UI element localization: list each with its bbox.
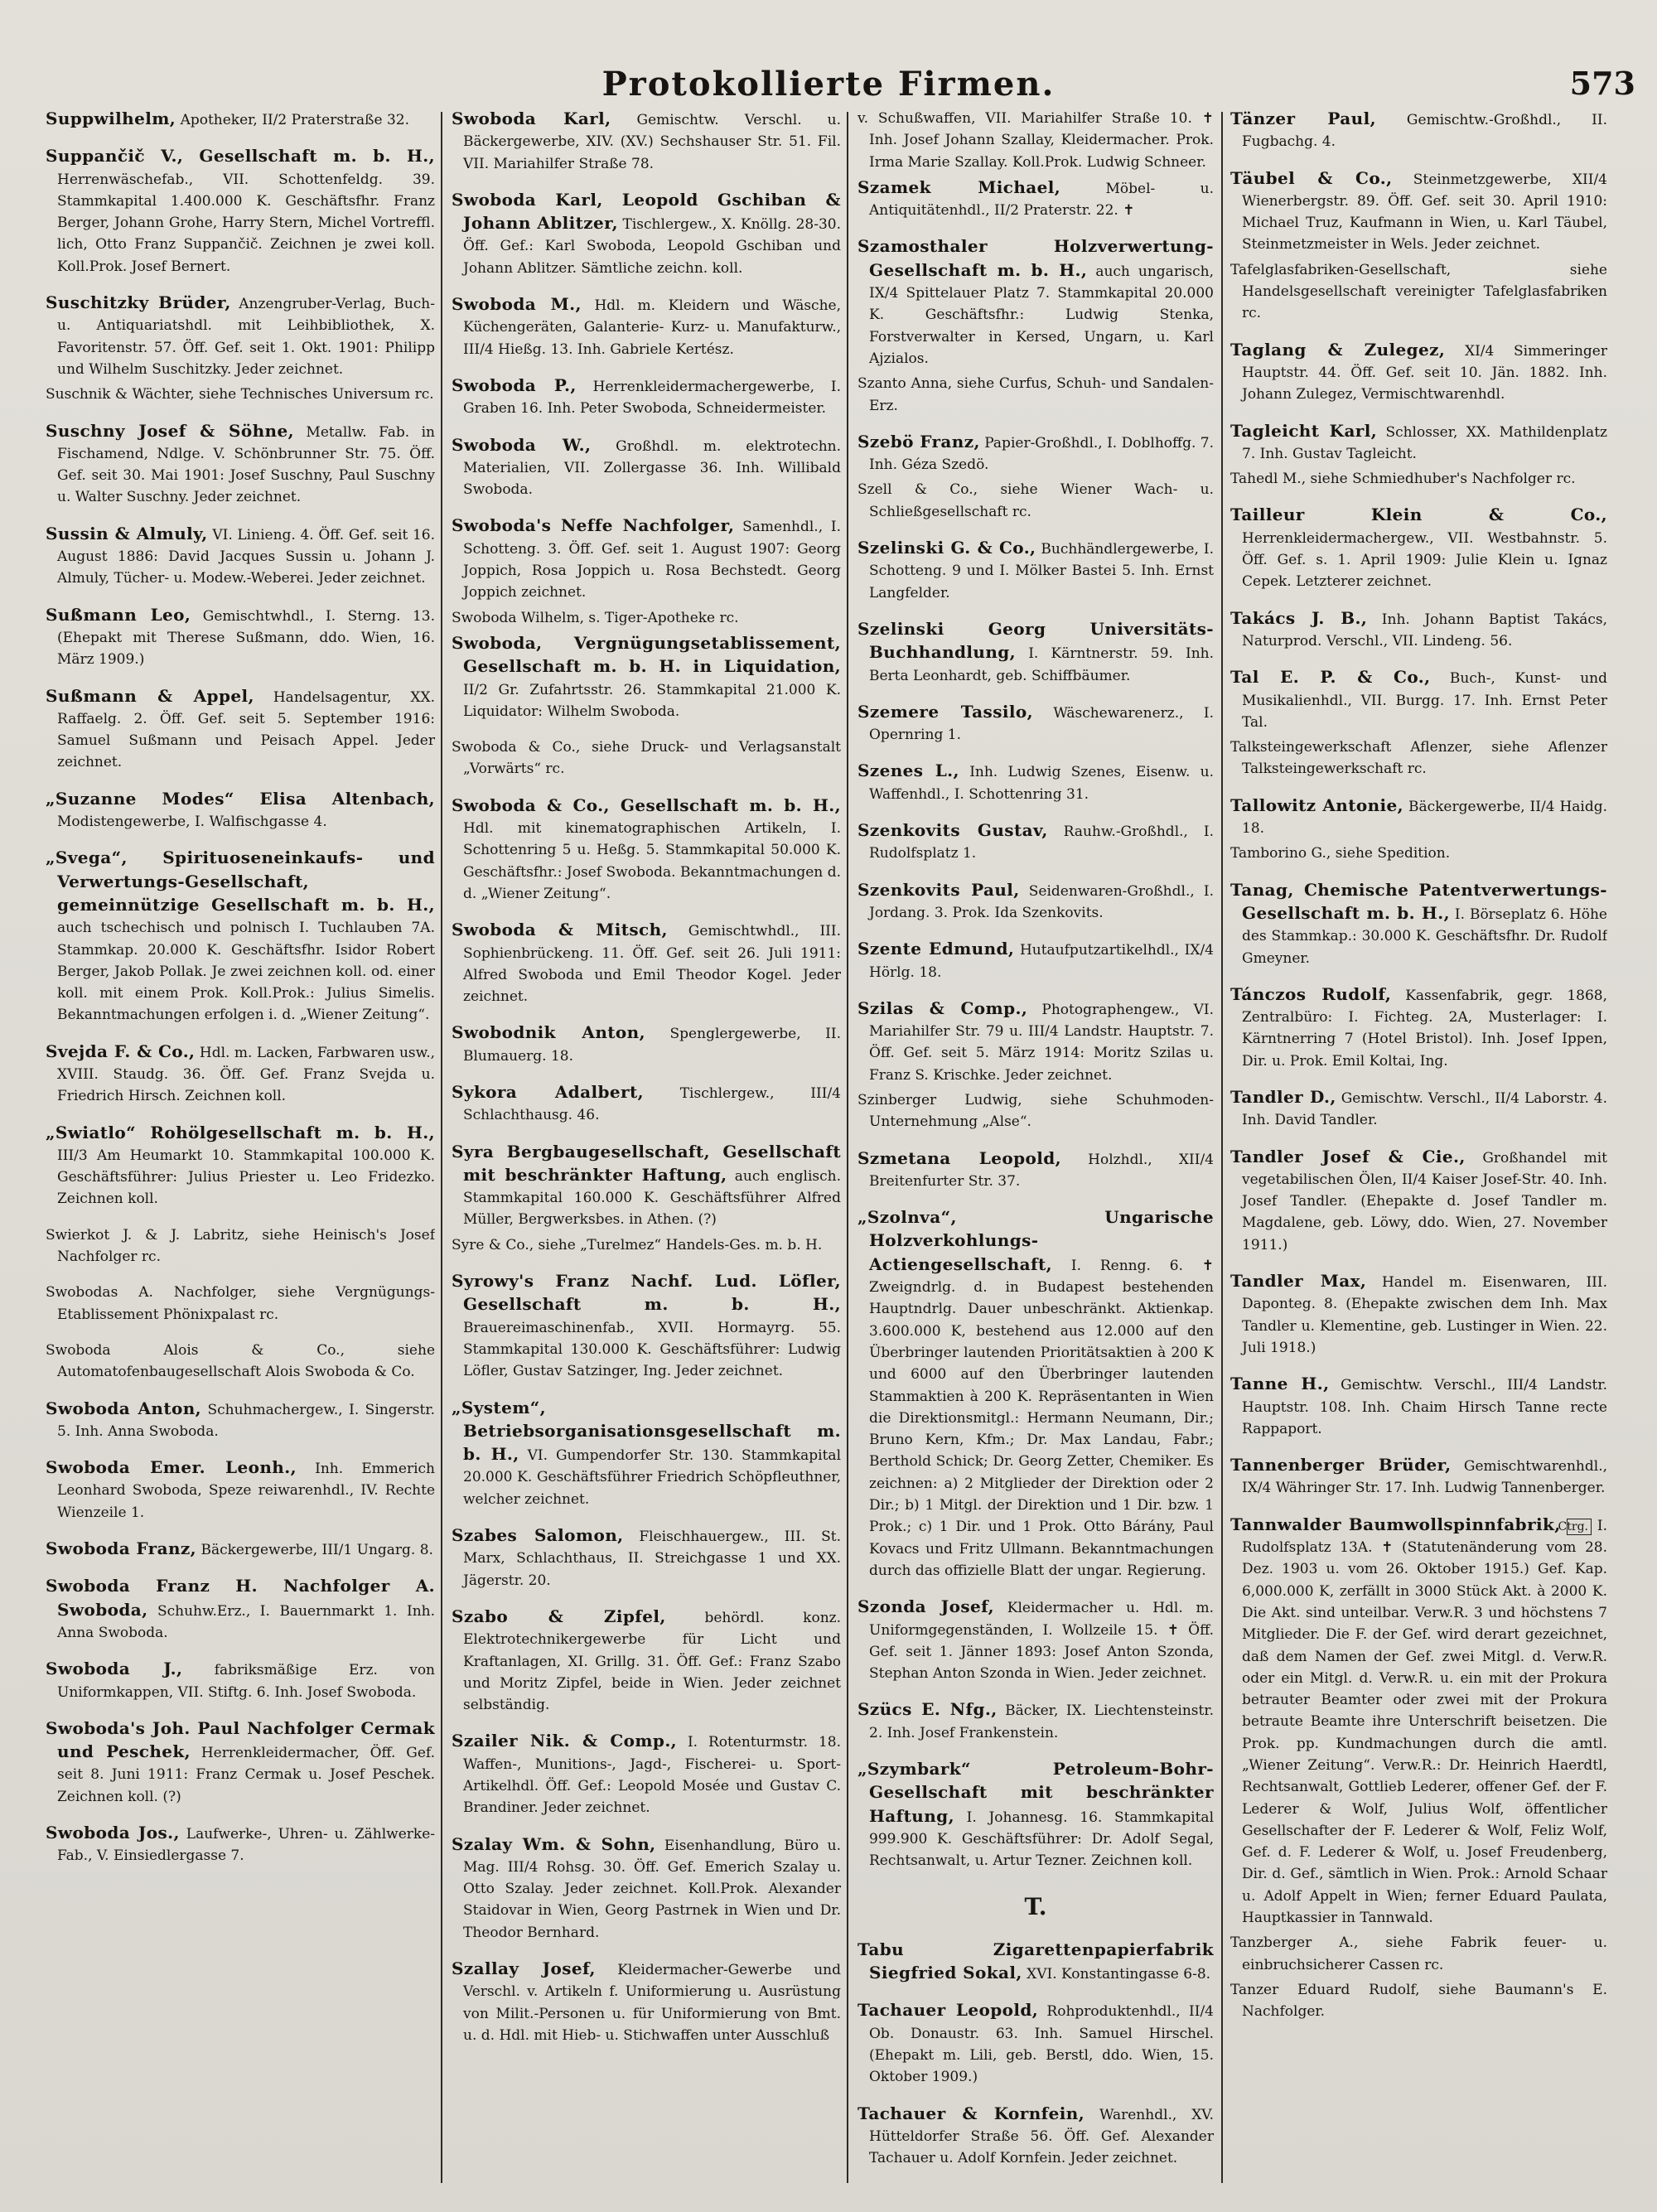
directory-entry <box>452 108 841 175</box>
entry-text: Spenglergewerbe, II. Blumauerg. 18. <box>463 1026 841 1065</box>
entry-text: Photographengew., VI. Mariahilfer Str. 79 u. III/4 Landstr. Hauptstr. 7. Öff. Gef. seit 5. März 1914: Moritz Szilas u. Franz S. Krischke. Jeder zeichnet. <box>869 1001 1214 1084</box>
column-divider <box>441 112 442 2183</box>
entry-text: Metallw. Fab. in Fischamend, Ndlge. V. Schönbrunner Str. 75. Öff. Gef. seit 30. Mai 1901: Josef Suschny, Paul Suschny u. Walter Suschny. Jeder zeichnet. <box>57 423 435 506</box>
entry-text: auch ungarisch, IX/4 Spittelauer Platz 7. Stammkapital 20.000 K. Geschäftsfhr.: Ludwig Stenka, Forstverwalter in Kersed, Ungarn, u. Karl Ajzialos. <box>869 263 1214 367</box>
firm-name: Swoboda Karl, <box>452 109 611 128</box>
firm-name: Swoboda P., <box>452 374 577 395</box>
directory-entry <box>857 618 1214 687</box>
entry-text: Warenhdl., XV. Hütteldorfer Straße 56. Öff. Gef. Alexander Tachauer u. Adolf Kornfein. Jeder zeichnet. <box>869 2106 1214 2167</box>
directory-entry <box>857 537 1214 604</box>
entry-text: XVI. Konstantingasse 6-8. <box>1027 1966 1211 1983</box>
firm-name: Szente Edmund, <box>857 939 1015 959</box>
firm-name: „Suzanne Modes“ Elisa Altenbach, <box>46 788 435 809</box>
directory-entry <box>452 1141 841 1231</box>
entry-text: Swobodas A. Nachfolger, siehe Vergnügungs-Etablissement Phönixpalast rc. <box>46 1284 435 1323</box>
firm-name: Szelinski G. & Co., <box>857 538 1036 558</box>
firm-name: Szallay Josef, <box>452 1958 596 1979</box>
directory-entry <box>857 938 1214 983</box>
entry-text: Swoboda Alois & Co., siehe Automatofenbaugesellschaft Alois Swoboda & Co. <box>46 1341 435 1381</box>
directory-entry <box>1230 1979 1607 2023</box>
firm-name: Tandler Josef & Cie., <box>1230 1146 1466 1166</box>
text-column-4 <box>1230 108 1607 2195</box>
entry-text: Schlosser, XX. Mathildenplatz 7. Inh. Gustav Tagleicht. <box>1242 423 1607 462</box>
entry-text: behördl. konz. Elektrotechnikergewerbe für Licht und Kraftanlagen, XI. Grillg. 31. Öff. Gef.: Franz Szabo und Moritz Zipfel, beide in Wien. Jeder zeichnet selbständig. <box>463 1609 841 1714</box>
directory-entry <box>46 685 435 774</box>
firm-name: Tallowitz Antonie, <box>1230 794 1404 815</box>
entry-text: auch englisch. Stammkapital 160.000 K. Geschäftsführer Alfred Müller, Bergwerksbes. in Athen. (?) <box>463 1167 841 1229</box>
directory-entry <box>857 2103 1214 2170</box>
directory-entry <box>452 1081 841 1127</box>
firm-name: Szabes Salomon, <box>452 1525 624 1546</box>
firm-name: Swoboda Karl, Leopold Gschiban & Johann Ablitzer, <box>452 189 841 234</box>
directory-entry <box>46 523 435 590</box>
entry-text: Inh. Ludwig Szenes, Eisenw. u. Waffenhdl., I. Schottenring 31. <box>869 764 1214 803</box>
entry-text: Gemischtwhdl., I. Sterng. 13. (Ehepakt mit Therese Sußmann, ddo. Wien, 16. März 1909.) <box>57 607 435 669</box>
firm-name: Szailer Nik. & Comp., <box>452 1731 678 1751</box>
firm-name: Swoboda's Joh. Paul Nachfolger Cermak und Peschek, <box>46 1717 435 1762</box>
entry-text: Tamborino G., siehe Spedition. <box>1230 845 1451 862</box>
firm-name: „Szymbark“ Petroleum-Bohr-Gesellschaft mit beschränkter Haftung, <box>857 1759 1214 1826</box>
directory-entry <box>46 604 435 671</box>
directory-entry <box>46 847 435 1026</box>
directory-entry <box>46 1122 435 1210</box>
directory-entry <box>1230 167 1607 256</box>
firm-name: „Szolnva“, Ungarische Holzverkohlungs-Actiengesellschaft, <box>857 1207 1214 1274</box>
firm-name: Szemere Tassilo, <box>857 701 1033 722</box>
entry-text: Handel m. Eisenwaren, III. Daponteg. 8. (Ehepakte zwischen dem Inh. Max Tandler u. Klementine, geb. Lustinger in Wien. 22. Juli 1918.) <box>1242 1274 1607 1356</box>
directory-entry <box>46 1282 435 1326</box>
firm-name: Szilas & Comp., <box>857 997 1028 1018</box>
entry-text: Hdl. mit kinematographischen Artikeln, I. Schottenring 5 u. Heßg. 5. Stammkapital 50.000 K. Geschäftsfhr.: Josef Swoboda. Bekanntmachungen d. d. „Wiener Zeitung“. <box>463 820 841 902</box>
directory-entry <box>1230 1514 1607 1929</box>
entry-text: Herrenkleidermachergewerbe, I. Graben 16. Inh. Peter Swoboda, Schneidermeister. <box>463 378 841 418</box>
directory-entry <box>1230 1373 1607 1440</box>
directory-entry <box>46 384 435 405</box>
entry-text: Herrenwäschefab., VII. Schottenfeldg. 39. Stammkapital 1.400.000 K. Geschäftsfhr. Franz Berger, Johann Grohe, Harry Stern, Michel Vortreffl. lich, Otto Franz Suppančič. Zeichnen je zwei koll. Koll.Prok. Josef Bernert. <box>57 171 435 275</box>
directory-entry <box>1230 504 1607 592</box>
entry-text: Tischlergew., III/4 Schlachthausg. 46. <box>463 1084 841 1124</box>
entry-text: Swierkot J. & J. Labritz, siehe Heinisch's Josef Nachfolger rc. <box>46 1226 435 1266</box>
firm-name: Szamek Michael, <box>857 176 1061 197</box>
firm-name: Swoboda & Mitsch, <box>452 920 668 940</box>
entry-text: I. Börseplatz 6. Höhe des Stammkap.: 30.000 K. Geschäftsfhr. Dr. Rudolf Gmeyner. <box>1242 906 1607 967</box>
firm-name: Sußmann & Appel, <box>46 685 254 706</box>
entry-text: Inh. Johann Baptist Takács, Naturprod. Verschl., VII. Lindeng. 56. <box>1242 611 1607 650</box>
directory-entry <box>46 788 435 833</box>
entry-text: Gemischtw. Verschl. u. Bäckergewerbe, XIV. (XV.) Sechshauser Str. 51. Fil. VII. Mariahilfer Straße 78. <box>463 112 841 172</box>
directory-entry <box>46 1456 435 1524</box>
firm-name: Szenkovits Paul, <box>857 879 1020 900</box>
directory-entry <box>1230 339 1607 406</box>
section-heading: T. <box>1024 1893 1047 1921</box>
firm-name: Tailleur Klein & Co., <box>1230 505 1607 525</box>
entry-text: Suschnik & Wächter, siehe Technisches Universum rc. <box>46 386 434 403</box>
firm-name: Swoboda & Co., Gesellschaft m. b. H., <box>452 794 841 815</box>
firm-name: Swobodnik Anton, <box>452 1022 645 1043</box>
firm-name: Suschitzky Brüder, <box>46 292 231 313</box>
register-stamp: Ctrg. <box>1567 1519 1592 1535</box>
directory-entry <box>46 420 435 509</box>
firm-name: Szenes L., <box>857 761 959 781</box>
entry-text: Großhandel mit vegetabilischen Ölen, II/4 Kaiser Josef-Str. 40. Inh. Josef Tandler. (Ehepakte d. Josef Tandler m. Magdalene, geb. Löwy, ddo. Wien, 27. November 1911.) <box>1242 1149 1607 1253</box>
directory-entry <box>452 1833 841 1944</box>
directory-entry <box>46 1538 435 1561</box>
entry-text: Rauhw.-Großhdl., I. Rudolfsplatz 1. <box>869 823 1214 862</box>
column-divider <box>1221 112 1223 2183</box>
firm-name: Tachauer & Kornfein, <box>857 2103 1085 2123</box>
column-divider <box>847 112 848 2183</box>
directory-entry <box>857 235 1214 369</box>
firm-name: Suschny Josef & Söhne, <box>46 420 294 441</box>
firm-name: Tal E. P. & Co., <box>1230 667 1431 688</box>
firm-name: „Swiatlo“ Rohölgesellschaft m. b. H., <box>46 1122 435 1142</box>
firm-name: Tannwalder Baumwollspinnfabrik, <box>1230 1514 1561 1534</box>
entry-text: Gemischtw.-Großhdl., II. Fugbachg. 4. <box>1242 112 1607 151</box>
directory-entry <box>452 1021 841 1067</box>
entry-text: Tanzer Eduard Rudolf, siehe Baumann's E. Nachfolger. <box>1230 1981 1607 2021</box>
entry-text: I. Renng. 6. ✝ Zweigndrlg. d. in Budapest bestehenden Hauptndrlg. Dauer unbeschränkt. Aktienkap. 3.600.000 K, bestehend aus 12.000 auf den Überbringer lautenden Prioritätsaktien à 200 K und 6000 auf den Überbringer lautenden Stammaktien à 200 K. Repräsentanten in Wien die Direktionsmitgl.: Hermann Neumann, Dir.; Bruno Kern, Kfm.; Dr. Max Landau, Fabr.; Berthold Schick; Dr. Georg Zetter, Chemiker. Es zeichnen: a) 2 Mitglieder der Direktion oder 2 Dir.; b) 1 Mitgl. der Direktion und 1 Dir. bzw. 1 Prok.; c) 1 Dir. und 1 Prok. Otto Bárány, Paul Kovacs und Fritz Ullmann. Bekanntmachungen durch das offizielle Blatt der ungar. Regierung. <box>869 1257 1214 1579</box>
directory-entry <box>1230 983 1607 1072</box>
firm-name: Szenkovits Gustav, <box>857 820 1048 841</box>
entry-text: Kassenfabrik, gegr. 1868, Zentralbüro: I. Fichteg. 2A, Musterlager: I. Kärntnerring 7 (Hotel Bristol). Inh. Josef Ippen, Dir. u. Prok. Emil Koltai, Ing. <box>1242 987 1607 1070</box>
firm-name: Taglang & Zulegez, <box>1230 339 1446 360</box>
entry-text: Herrenkleidermacher, Öff. Gef. seit 8. Juni 1911: Franz Cermak u. Josef Peschek. Zeichnen koll. (?) <box>57 1745 435 1805</box>
firm-name: Tanag, Chemische Patentverwertungs-Gesellschaft m. b. H., <box>1230 879 1607 923</box>
firm-name: Sußmann Leo, <box>46 604 191 625</box>
entry-text: Schuhmachergew., I. Singerstr. 5. Inh. Anna Swoboda. <box>57 1401 435 1440</box>
entry-text: Gemischtw. Verschl., III/4 Landstr. Hauptstr. 108. Inh. Chaim Hirsch Tanne recte Rappaport. <box>1242 1377 1607 1437</box>
entry-text: Anzengruber-Verlag, Buch- u. Antiquariatshdl. mit Leihbibliothek, X. Favoritenstr. 57. Öff. Gef. seit 1. Okt. 1901: Philipp und Wilhelm Suschitzky. Jeder zeichnet. <box>57 296 435 378</box>
entry-text: Brauereimaschinenfab., XVII. Hormayrg. 55. Stammkapital 130.000 K. Geschäftsführer: Ludwig Löfler, Gustav Satzinger, Ing. Jeder zeichnet. <box>463 1319 841 1380</box>
directory-entry <box>452 1397 841 1510</box>
directory-entry <box>1230 843 1607 864</box>
entry-text: Tafelglasfabriken-Gesellschaft, siehe Handelsgesellschaft vereinigter Tafelglasfabriken rc. <box>1230 261 1607 322</box>
directory-entry <box>1230 666 1607 733</box>
entry-text: Fleischhauergew., III. St. Marx, Schlachthaus, II. Streichgasse 1 und XX. Jägerstr. 20. <box>463 1529 841 1589</box>
directory-entry <box>857 1939 1214 1986</box>
firm-name: „Svega“, Spirituoseneinkaufs- und Verwertungs-Gesellschaft, gemeinnützige Gesellschaft m. b. H., <box>46 848 435 915</box>
entry-text: Seidenwaren-Großhdl., I. Jordang. 3. Prok. Ida Szenkovits. <box>869 882 1214 921</box>
directory-entry <box>857 760 1214 805</box>
entry-text: Hdl. m. Lacken, Farbwaren usw., XVIII. Staudg. 36. Öff. Gef. Franz Svejda u. Friedrich Hirsch. Zeichnen koll. <box>57 1044 435 1105</box>
entry-text: Swoboda Wilhelm, s. Tiger-Apotheke rc. <box>452 609 739 626</box>
directory-entry <box>1230 1146 1607 1256</box>
entry-text: Modistengewerbe, I. Walfischgasse 4. <box>57 814 327 831</box>
entry-text: Inh. Emmerich Leonhard Swoboda, Speze reiwarenhdl., IV. Rechte Wienzeile 1. <box>57 1461 435 1521</box>
firm-name: „System“, Betriebsorganisationsgesellschaft m. b. H., <box>452 1397 841 1465</box>
firm-name: Tandler Max, <box>1230 1271 1367 1292</box>
firm-name: Takács J. B., <box>1230 607 1368 628</box>
entry-text: v. Schußwaffen, VII. Mariahilfer Straße 10. ✝ Inh. Josef Johann Szallay, Kleidermacher. Prok. Irma Marie Szallay. Koll.Prok. Ludwig Schneer. <box>857 110 1214 171</box>
firm-name: Swoboda W., <box>452 434 592 455</box>
entry-text: Bäckergewerbe, III/1 Ungarg. 8. <box>200 1542 433 1559</box>
entry-text: Buch-, Kunst- und Musikalienhdl., VII. Burgg. 17. Inh. Ernst Peter Tal. <box>1242 670 1607 731</box>
entry-text: Szinberger Ludwig, siehe Schuhmoden-Unternehmung „Alse“. <box>857 1091 1214 1131</box>
firm-name: Swoboda Anton, <box>46 1398 202 1418</box>
directory-entry <box>857 997 1214 1086</box>
directory-entry <box>1230 1270 1607 1359</box>
entry-text: Herrenkleidermachergew., VII. Westbahnstr. 5. Öff. Gef. s. 1. April 1909: Julie Klein u. Ignaz Cepek. Letzterer zeichnet. <box>1242 529 1607 591</box>
directory-entry <box>857 108 1214 173</box>
directory-entry <box>46 1658 435 1703</box>
directory-entry <box>1230 108 1607 153</box>
directory-entry <box>1230 794 1607 840</box>
directory-entry <box>1230 879 1607 969</box>
entry-text: Holzhdl., XII/4 Breitenfurter Str. 37. <box>869 1151 1214 1190</box>
directory-entry <box>1230 420 1607 466</box>
firm-name: Szamosthaler Holzverwertung-Gesellschaft m. b. H., <box>857 236 1214 280</box>
firm-name: Suppwilhelm, <box>46 109 176 128</box>
directory-entry <box>46 108 435 131</box>
directory-entry <box>857 1698 1214 1744</box>
directory-entry <box>452 1234 841 1256</box>
entry-text: Wäschewarenerz., I. Opernring 1. <box>869 704 1214 744</box>
directory-entry <box>857 1147 1214 1193</box>
directory-entry <box>857 879 1214 925</box>
firm-name: Swoboda Franz, <box>46 1538 197 1559</box>
entry-text: fabriksmäßige Erz. von Uniformkappen, VII. Stiftg. 6. Inh. Josef Swoboda. <box>57 1662 435 1701</box>
directory-entry <box>1230 737 1607 780</box>
directory-entry <box>857 701 1214 746</box>
directory-entry <box>857 373 1214 417</box>
entry-text: Kleidermacher u. Hdl. m. Uniformgegenständen, I. Wollzeile 15. ✝ Öff. Gef. seit 1. Jänner 1893: Josef Anton Szonda, Stephan Anton Szonda in Wien. Jeder zeichnet. <box>869 1600 1214 1683</box>
entry-text: Gemischtwhdl., III. Sophienbrückeng. 11. Öff. Gef. seit 26. Juli 1911: Alfred Swoboda und Emil Theodor Kogel. Jeder zeichnet. <box>463 923 841 1006</box>
firm-name: Tagleicht Karl, <box>1230 420 1378 441</box>
firm-name: Swoboda Emer. Leonh., <box>46 1457 297 1478</box>
firm-name: Tannenberger Brüder, <box>1230 1455 1452 1475</box>
firm-name: Szalay Wm. & Sohn, <box>452 1833 656 1854</box>
directory-entry <box>452 737 841 780</box>
entry-text: Möbel- u. Antiquitätenhdl., II/2 Praterstr. 22. ✝ <box>869 180 1214 220</box>
text-column-2 <box>452 108 841 2195</box>
directory-entry <box>452 1270 841 1382</box>
directory-entry <box>857 819 1214 865</box>
entry-text: Buchhändlergewerbe, I. Schotteng. 9 und I. Mölker Bastei 5. Inh. Ernst Langfelder. <box>869 541 1214 601</box>
entry-text: Talksteingewerkschaft Aflenzer, siehe Aflenzer Talksteingewerkschaft rc. <box>1230 739 1607 778</box>
entry-text: Szell & Co., siehe Wiener Wach- u. Schließgesellschaft rc. <box>857 481 1214 520</box>
firm-name: Szmetana Leopold, <box>857 1147 1061 1168</box>
entry-text: Großhdl. m. elektrotechn. Materialien, VII. Zollergasse 36. Inh. Willibald Swoboda. <box>463 437 841 499</box>
entry-text: Tischlergew., X. Knöllg. 28-30. Öff. Gef.: Karl Swoboda, Leopold Gschiban und Johann Ablitzer. Sämtliche zeichn. koll. <box>463 216 841 277</box>
entry-text: I. Rudolfsplatz 13A. ✝ (Statutenänderung vom 28. Dez. 1903 u. vom 26. Oktober 1915.) Gef. Kap. 6,000.000 K, zerfällt in 3000 Stück Akt. à 2000 K. Die Akt. sind unteilbar. Verw.R. 3 und höchstens 7 Mitglieder. Die F. der Gef. wird derart gezeichnet, daß dem Namen der Gef. zwei Mitgl. d. Verw.R. oder ein Mitgl. d. Verw.R. u. ein mit der Prokura betrauter Beamter oder zwei mit der Prokura betraute Beamte ihre Unterschrift beisetzen. Die Prok. pp. Kundmachungen durch die amtl. „Wiener Zeitung“. Verw.R.: Dr. Heinrich Haerdtl, Rechtsanwalt, Gottlieb Lederer, offener Gef. der F. Lederer & Wolf, Julius Wolf, öffentlicher Gesellschafter der F. Lederer & Wolf, Feliz Wolf, Gef. d. F. Lederer & Wolf, u. Josef Freudenberg, Dir. d. Gef., sämtlich in Wien. Prok.: Arnold Schaar u. Adolf Appelt in Wien; ferner Eduard Paulata, Hauptkassier in Tannwald. <box>1242 1517 1607 1927</box>
directory-entry <box>857 431 1214 476</box>
firm-name: Svejda F. & Co., <box>46 1041 196 1061</box>
text-column-1 <box>46 108 435 2195</box>
directory-entry <box>452 374 841 420</box>
entry-text: Laufwerke-, Uhren- u. Zählwerke-Fab., V. Einsiedlergasse 7. <box>57 1826 435 1865</box>
firm-name: Tabu Zigarettenpapierfabrik Siegfried Sokal, <box>857 1939 1214 1983</box>
directory-entry <box>46 1041 435 1108</box>
directory-entry <box>1230 1932 1607 1976</box>
firm-name: Szebö Franz, <box>857 431 980 452</box>
entry-text: auch tschechisch und polnisch I. Tuchlauben 7A. Stammkap. 20.000 K. Geschäftsfhr. Isidor Robert Berger, Jakob Pollak. Je zwei zeichnen koll. od. einer koll. mit einem Prok. Koll.Prok.: Julius Simelis. Bekanntmachungen erfolgen i. d. „Wiener Zeitung“. <box>57 920 435 1024</box>
directory-entry <box>46 1822 435 1867</box>
firm-name: Tánczos Rudolf, <box>1230 983 1392 1004</box>
directory-entry <box>857 1206 1214 1582</box>
directory-entry <box>452 514 841 603</box>
directory-entry <box>452 1524 841 1591</box>
entry-text: Steinmetzgewerbe, XII/4 Wienerbergstr. 89. Öff. Gef. seit 30. April 1910: Michael Truz, Kaufmann in Wien, u. Karl Täubel, Steinmetzmeister in Wels. Jeder zeichnet. <box>1242 171 1607 254</box>
directory-entry <box>857 1758 1214 1872</box>
firm-name: Täubel & Co., <box>1230 167 1393 188</box>
entry-text: Gemischtwarenhdl., IX/4 Währinger Str. 17. Inh. Ludwig Tannenberger. <box>1242 1458 1607 1497</box>
firm-name: Swoboda's Neffe Nachfolger, <box>452 515 735 536</box>
directory-entry <box>1230 607 1607 653</box>
firm-name: Swoboda M., <box>452 294 582 315</box>
directory-entry <box>452 1606 841 1716</box>
directory-entry <box>857 176 1214 222</box>
directory-entry <box>452 293 841 360</box>
directory-entry <box>857 479 1214 523</box>
firm-name: Swoboda, Vergnügungsetablissement, Gesellschaft m. b. H. in Liquidation, <box>452 632 841 677</box>
entry-text: Rohproduktenhdl., II/4 Ob. Donaustr. 63. Inh. Samuel Hirschel. (Ehepakt m. Lili, geb. Berstl, ddo. Wien, 15. Oktober 1909.) <box>869 2003 1214 2086</box>
directory-entry <box>857 1596 1214 1684</box>
entry-text: Samenhdl., I. Schotteng. 3. Öff. Gef. seit 1. August 1907: Georg Joppich, Rosa Joppich u. Rosa Bechstedt. Georg Joppich zeichnet. <box>463 519 841 601</box>
entry-text: Gemischtw. Verschl., II/4 Laborstr. 4. Inh. David Tandler. <box>1242 1089 1607 1129</box>
directory-entry <box>46 1398 435 1443</box>
firm-name: Suppančič V., Gesellschaft m. b. H., <box>46 146 435 167</box>
directory-entry <box>46 1340 435 1384</box>
directory-entry <box>1230 1454 1607 1500</box>
firm-name: Tänzer Paul, <box>1230 109 1376 128</box>
directory-entry <box>46 1224 435 1268</box>
firm-name: Sykora Adalbert, <box>452 1081 644 1102</box>
directory-entry <box>452 1730 841 1818</box>
directory-entry <box>1230 1086 1607 1132</box>
entry-text: Tahedl M., siehe Schmiedhuber's Nachfolger rc. <box>1230 471 1576 488</box>
firm-name: Swoboda Franz H. Nachfolger A. Swoboda, <box>46 1576 435 1620</box>
firm-name: Syrowy's Franz Nachf. Lud. Löfler, Gesellschaft m. b. H., <box>452 1271 841 1315</box>
entry-text: Kleidermacher-Gewerbe und Verschl. v. Artikeln f. Uniformierung u. Ausrüstung von Milit.-Personen u. für Uniformierung von Bmt. u. d. Hdl. mit Hieb- u. Stichwaffen unter Ausschluß <box>463 1962 841 2044</box>
directory-entry <box>452 632 841 722</box>
firm-name: Tanne H., <box>1230 1374 1330 1394</box>
firm-name: Swoboda Jos., <box>46 1823 180 1843</box>
entry-text: Schuhw.Erz., I. Bauernmarkt 1. Inh. Anna Swoboda. <box>57 1602 435 1641</box>
page-title: Protokollierte Firmen. <box>601 65 1056 104</box>
directory-entry <box>1230 468 1607 490</box>
directory-entry <box>452 189 841 279</box>
entry-text: VI. Gumpendorfer Str. 130. Stammkapital 20.000 K. Geschäftsführer Friedrich Schöpfleuthner, welcher zeichnet. <box>463 1447 841 1508</box>
entry-text: III/3 Am Heumarkt 10. Stammkapital 100.000 K. Geschäftsführer: Julius Priester u. Leo Fridezko. Zeichnen koll. <box>57 1147 435 1208</box>
firm-name: Szücs E. Nfg., <box>857 1699 998 1720</box>
entry-text: Eisenhandlung, Büro u. Mag. III/4 Rohsg. 30. Öff. Gef. Emerich Szalay u. Otto Szalay. Jeder zeichnet. Koll.Prok. Alexander Staidovar in Wien, Georg Pastrnek in Wien und Dr. Theodor Bernhard. <box>463 1837 841 1941</box>
entry-text: II/2 Gr. Zufahrtsstr. 26. Stammkapital 21.000 K. Liquidator: Wilhelm Swoboda. <box>463 681 841 720</box>
entry-text: Syre & Co., siehe „Turelmez“ Handels-Ges. m. b. H. <box>452 1236 823 1253</box>
firm-name: Szelinski Georg Universitäts-Buchhandlung, <box>857 618 1214 663</box>
entry-text: Hdl. m. Kleidern und Wäsche, Küchengeräten, Galanterie- Kurz- u. Manufakturw., III/4 Hießg. 13. Inh. Gabriele Kertész. <box>463 297 841 358</box>
directory-entry <box>46 1717 435 1808</box>
entry-text: XI/4 Simmeringer Hauptstr. 44. Öff. Gef. seit 10. Jän. 1882. Inh. Johann Zulegez, Vermischtwarenhdl. <box>1242 342 1607 403</box>
entry-text: I. Johannesg. 16. Stammkapital 999.900 K. Geschäftsführer: Dr. Adolf Segal, Rechtsanwalt, u. Artur Tezner. Zeichnen koll. <box>869 1809 1214 1870</box>
directory-entry <box>452 1958 841 2046</box>
directory-entry <box>452 434 841 501</box>
entry-text: I. Rotenturmstr. 18. Waffen-, Munitions-, Jagd-, Fischerei- u. Sport-Artikelhdl. Öff. Gef.: Leopold Mosée und Gustav C. Brandiner. Jeder zeichnet. <box>463 1734 841 1817</box>
text-column-3 <box>857 108 1214 2195</box>
entry-text: Handelsagentur, XX. Raffaelg. 2. Öff. Gef. seit 5. September 1916: Samuel Sußmann und Peisach Appel. Jeder zeichnet. <box>57 688 435 771</box>
directory-entry <box>46 292 435 380</box>
firm-name: Szonda Josef, <box>857 1596 995 1617</box>
page-number: 573 <box>1569 65 1635 102</box>
entry-text: Tanzberger A., siehe Fabrik feuer- u. einbruchsicherer Cassen rc. <box>1230 1934 1607 1973</box>
entry-text: Swoboda & Co., siehe Druck- und Verlagsanstalt „Vorwärts“ rc. <box>452 739 841 778</box>
entry-text: Bäckergewerbe, II/4 Haidg. 18. <box>1242 798 1607 838</box>
entry-text: Papier-Großhdl., I. Doblhoffg. 7. Inh. Géza Szedö. <box>869 434 1214 474</box>
entry-text: I. Kärntnerstr. 59. Inh. Berta Leonhardt, geb. Schiffbäumer. <box>869 645 1214 684</box>
entry-text: Szanto Anna, siehe Curfus, Schuh- und Sandalen-Erz. <box>857 375 1214 414</box>
entry-text: Apotheker, II/2 Praterstraße 32. <box>180 112 409 128</box>
directory-entry <box>1230 259 1607 325</box>
firm-name: Tandler D., <box>1230 1086 1336 1107</box>
directory-entry <box>857 1089 1214 1133</box>
directory-entry <box>46 1575 435 1644</box>
entry-text: VI. Linieng. 4. Öff. Gef. seit 16. August 1886: David Jacques Sussin u. Johann J. Almuly, Tücher- u. Modew.-Weberei. Jeder zeichnet. <box>57 526 435 587</box>
directory-entry <box>452 919 841 1007</box>
directory-entry <box>452 607 841 629</box>
entry-text: Bäcker, IX. Liechtensteinstr. 2. Inh. Josef Frankenstein. <box>869 1702 1214 1741</box>
directory-entry <box>452 794 841 905</box>
firm-name: Tachauer Leopold, <box>857 2000 1039 2021</box>
directory-entry <box>46 145 435 278</box>
firm-name: Szabo & Zipfel, <box>452 1606 666 1626</box>
directory-entry <box>857 1999 1214 2088</box>
firm-name: Syra Bergbaugesellschaft, Gesellschaft mit beschränkter Haftung, <box>452 1141 841 1185</box>
firm-name: Sussin & Almuly, <box>46 523 208 543</box>
firm-name: Swoboda J., <box>46 1659 183 1679</box>
entry-text: Hutaufputzartikelhdl., IX/4 Hörlg. 18. <box>869 942 1214 981</box>
